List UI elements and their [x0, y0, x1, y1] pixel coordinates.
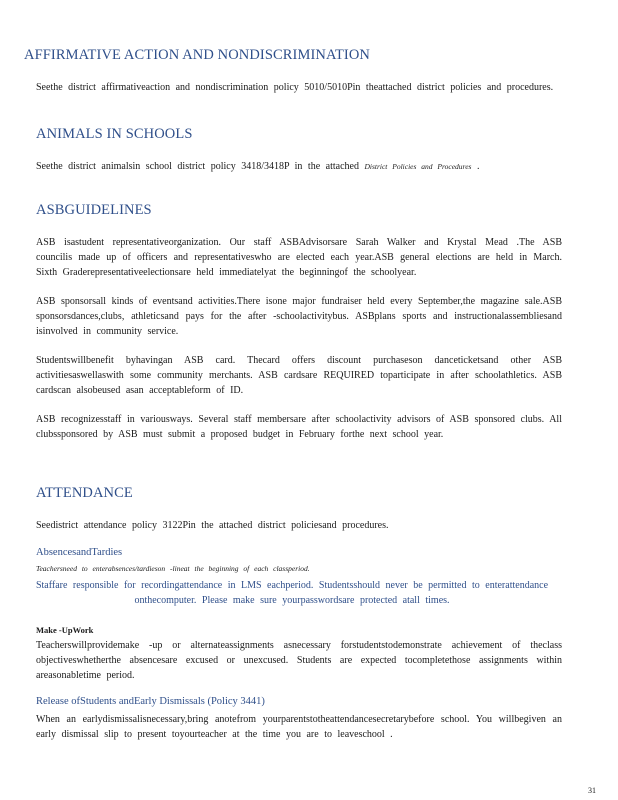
heading-affirmative-action: AFFIRMATIVE ACTION AND NONDISCRIMINATION — [24, 47, 370, 63]
heading-attendance: ATTENDANCE — [36, 485, 133, 501]
attendance-paragraph: Seedistrict attendance policy 3122Pin the attached district policiesand procedures. — [36, 520, 389, 531]
policies-reference: District Policies and Procedures — [364, 162, 472, 171]
makeup-work-title: Make -UpWork — [36, 625, 94, 635]
heading-animals-in-schools: ANIMALS IN SCHOOLS — [36, 126, 193, 142]
affirmative-action-paragraph: Seethe district affirmativeaction and nondiscrimination policy 5010/5010Pin theattached district policies and procedures. — [36, 82, 554, 93]
release-students-title: Release ofStudents andEarly Dismissals (Policy 3441) — [36, 696, 265, 707]
animals-text: Seethe district animalsin school district policy 3418/3418P in the attached — [36, 161, 359, 172]
page-number: 31 — [588, 786, 596, 795]
asb-paragraph-2: ASB sponsorsall kinds of eventsand activities.There isone major fundraiser held every September,the magazine sale.ASB sponsorsdances,clubs, athleticsand pays for the after -schoolactivitybus. ASBplans sports and instructionalassembliesand isinvolved in community service. — [36, 296, 562, 337]
animals-period: . — [476, 161, 480, 172]
absences-note: Teachersneed to enterabsences/tardieson -lineat the beginning of each classperiod. — [36, 564, 310, 573]
asb-paragraph-1: ASB isastudent representativeorganization. Our staff ASBAdvisorsare Sarah Walker and Krystal Mead .The ASB councilis made up of officers and representativeswho are elected each year.ASB general elections are held in March. Sixth Graderepresentativeelectionsare held immediatelyat the beginningof the schoolyear. — [36, 237, 562, 278]
makeup-work-paragraph: Teacherswillprovidemake -up or alternateassignments asnecessary forstudentstodemonstrate achievement of theclass objectiveswhetherthe absencesare excused or unexcused. Students are expected tocompletethose assignments within areasonabletime period. — [36, 640, 562, 681]
absences-tardies-title: AbsencesandTardies — [36, 547, 123, 558]
release-paragraph: When an earlydismissalisnecessary,bring anotefrom yourparentstotheattendancesecretarybefore school. You willbegiven an early dismissal slip to present toyourteacher at the time you are to leaveschool . — [36, 714, 562, 740]
asb-paragraph-3: Studentswillbenefit byhavingan ASB card. Thecard offers discount purchaseson danceticketsand other ASB activitiesaswellaswith some community merchants. ASB cardsare REQUIRED toparticipate in after schoolathletics. ASB cardscan alsobeused asan acceptableform of ID. — [36, 355, 562, 396]
heading-asb-guidelines: ASBGUIDELINES — [36, 202, 152, 218]
animals-paragraph — [36, 159, 562, 174]
asb-paragraph-4: ASB recognizesstaff in variousways. Several staff membersare after schoolactivity advisors of ASB sponsored clubs. All clubssponsored by ASB must submit a proposed budget in February forthe next school year. — [36, 414, 562, 440]
absences-paragraph: Staffare responsible for recordingattendance in LMS eachperiod. Studentsshould never be permitted to enterattendance onthecomputer. Please make sure yourpasswordsare protected atall times. — [35, 580, 549, 606]
